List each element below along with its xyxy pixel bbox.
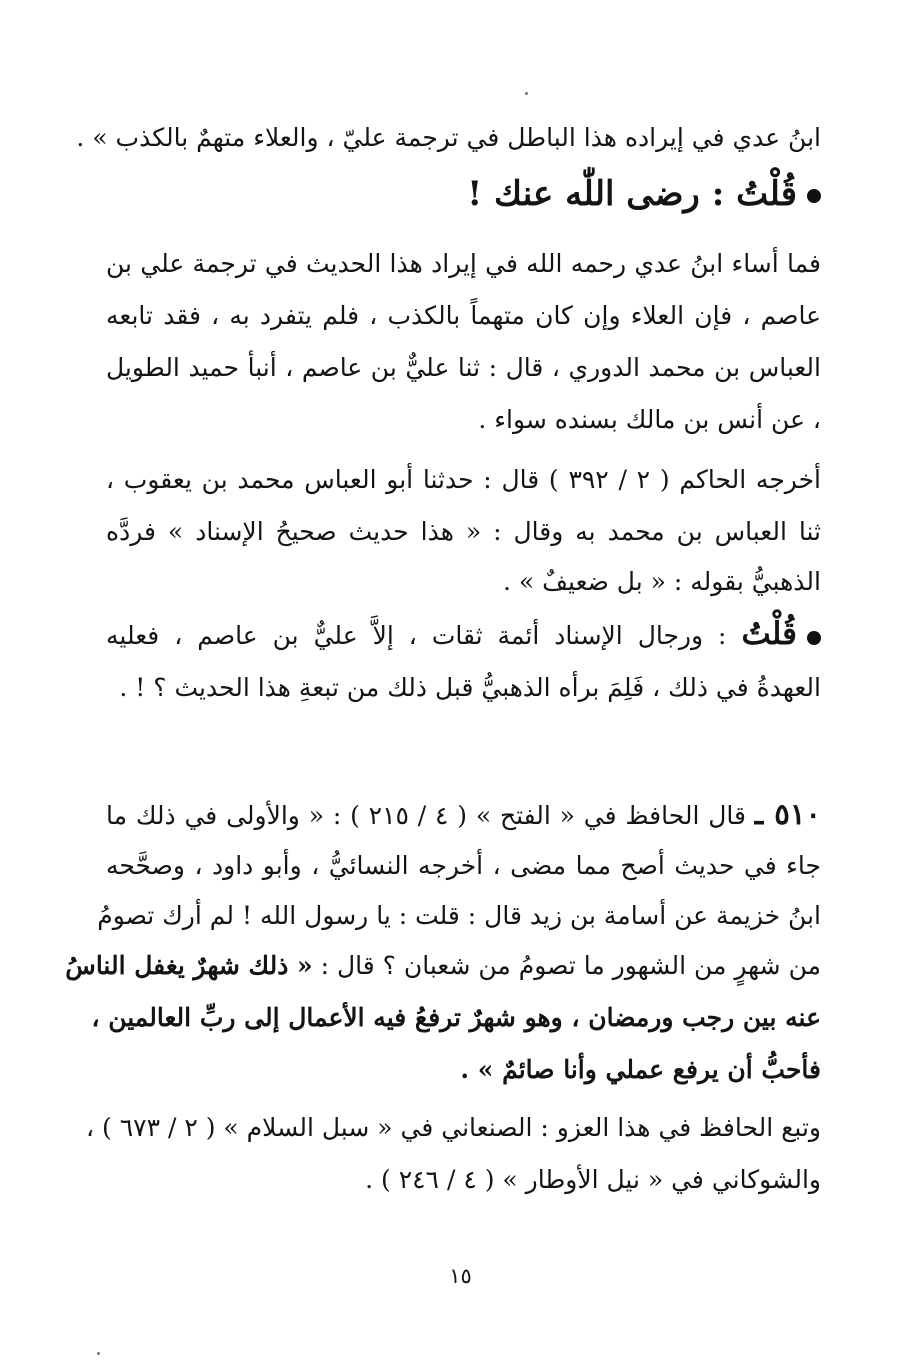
bullet-icon [807, 189, 821, 203]
text-line: والشوكاني في « نيل الأوطار » ( ٤ / ٢٤٦ ) . [365, 1165, 821, 1194]
qult-label: قُلْتُ [741, 616, 797, 652]
text-line: ابنُ عدي في إيراده هذا الباطل في ترجمة عليّ ، والعلاء متهمٌ بالكذب » . [76, 123, 821, 152]
text-line: ، عن أنس بن مالك بسنده سواء . [478, 405, 821, 434]
scan-speck [525, 92, 528, 95]
text-span: : ورجال الإسناد أئمة ثقات ، إلاَّ عليٌّ بن عاصم ، فعليه [106, 621, 727, 650]
text-line: العهدةُ في ذلك ، فَلِمَ برأه الذهبيُّ قبل ذلك من تبعةِ هذا الحديث ؟ ! . [119, 673, 821, 702]
heading-label: قُلْتُ [736, 174, 797, 214]
text-line: ثنا العباس بن محمد به وقال : « هذا حديث صحيحُ الإسناد » فردَّه [106, 517, 821, 546]
text-line: فما أساء ابنُ عدي رحمه الله في إيراد هذا الحديث في ترجمة علي بن [106, 249, 821, 278]
text-line [65, 946, 821, 990]
text-span: من شهرٍ من الشهور ما تصومُ من شعبان ؟ قال : [320, 951, 821, 980]
quote-line: عنه بين رجب ورمضان ، وهو شهرٌ ترفعُ فيه الأعمال إلى ربِّ العالمين ، [91, 1003, 821, 1032]
text-line: جاء في حديث أصح مما مضى ، أخرجه النسائيُّ ، وأبو داود ، وصحَّحه [106, 851, 821, 880]
heading-text: : رضى اللّٰه عنك ! [467, 174, 725, 214]
text-line: وتبع الحافظ في هذا العزو : الصنعاني في « سبل السلام » ( ٢ / ٦٧٣ ) ، [86, 1113, 821, 1142]
text-line: أخرجه الحاكم ( ٢ / ٣٩٢ ) قال : حدثنا أبو العباس محمد بن يعقوب ، [106, 465, 821, 494]
quote-span: « ذلك شهرٌ يغفل الناسُ [65, 951, 313, 980]
hadith-number: ٥١٠ ـ [754, 797, 821, 831]
text-line: عاصم ، فإن العلاء وإن كان متهماً بالكذب ، فلم يتفرد به ، فقد تابعه [106, 301, 821, 330]
hadith-number-line [106, 794, 821, 838]
section-heading [467, 174, 821, 218]
text-line: ابنُ خزيمة عن أسامة بن زيد قال : قلت : يا رسول الله ! لم أرك تصومُ [97, 901, 821, 930]
text-line: الذهبيُّ بقوله : « بل ضعيفٌ » . [503, 567, 821, 596]
quote-line: فأحبُّ أن يرفع عملي وأنا صائمٌ » . [460, 1055, 821, 1084]
page-number: ١٥ [449, 1264, 472, 1288]
bullet-icon [807, 631, 821, 645]
text-span: قال الحافظ في « الفتح » ( ٤ / ٢١٥ ) : « والأولى في ذلك ما [106, 801, 746, 830]
text-line [106, 614, 821, 658]
scan-speck [97, 1352, 100, 1355]
text-line: العباس بن محمد الدوري ، قال : ثنا عليٌّ بن عاصم ، أنبأ حميد الطويل [106, 353, 821, 382]
